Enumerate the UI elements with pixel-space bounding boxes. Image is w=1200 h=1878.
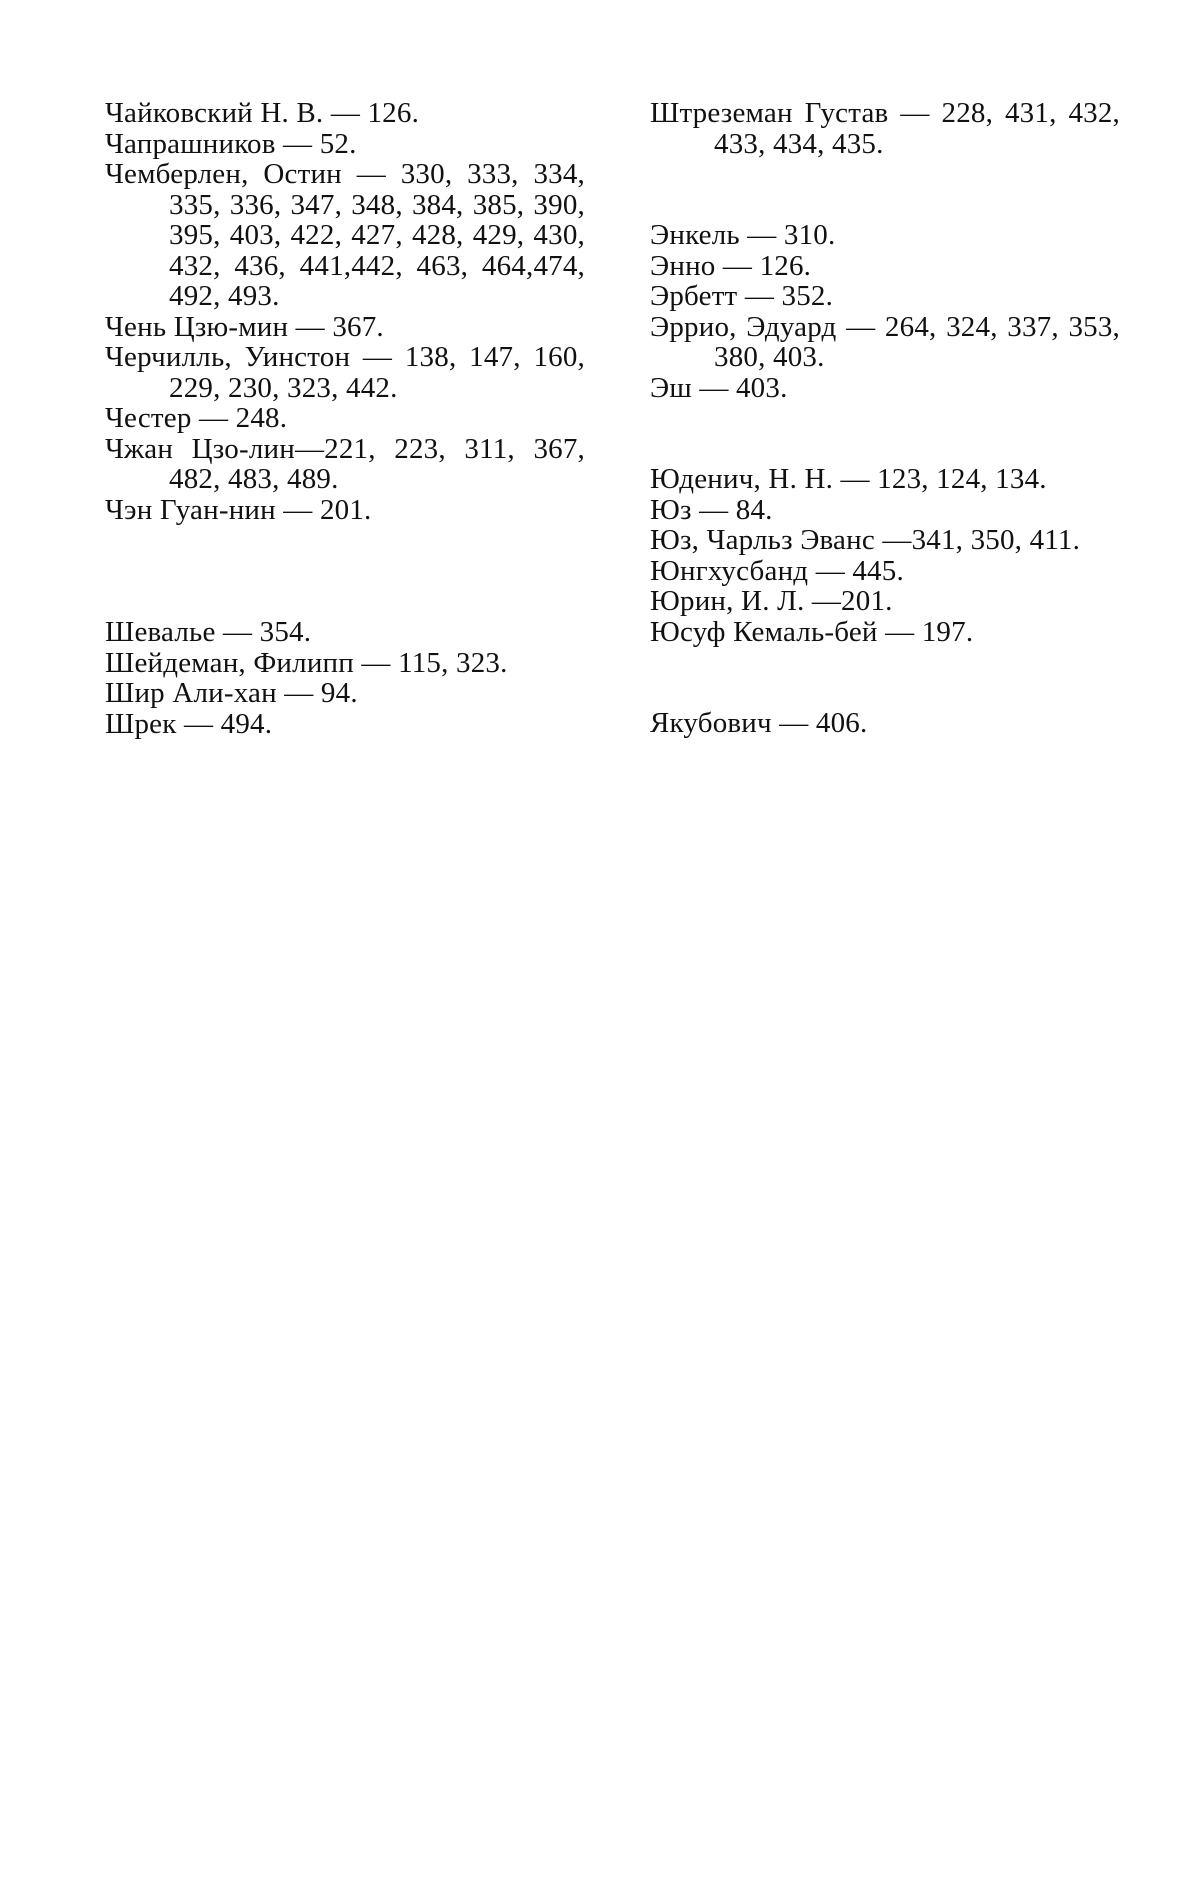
index-entry: Чапрашников — 52. [105,127,357,160]
index-entry: Штреземан Густав — 228, 431, 432, 433, 434, 435. [650,97,1120,160]
index-entry: Якубович — 406. [650,707,868,739]
index-right-column [650,98,1120,739]
section-gap [650,159,1120,220]
index-entry: Юрин, И. Л. —201. [650,585,893,617]
index-entry: Эш — 403. [650,371,788,404]
index-entry: Чайковский Н. В. — 126. [105,97,420,129]
index-entry: Честер — 248. [105,402,288,434]
section-gap [650,403,1120,464]
index-entry: Чэн Гуан-нин — 201. [105,493,372,526]
section-gap [105,525,585,617]
index-entry: Шрек — 494. [105,707,273,740]
section-gap [650,647,1120,708]
index-entry: Шевалье — 354. [105,616,312,648]
index-entry: Чжан Цзо-лин—221, 223, 311, 367, 482, 483, 489. [105,432,585,495]
index-entry: Черчилль, Уинстон — 138, 147, 160, 229, 230, 323, 442. [105,341,585,404]
index-entry: Шир Али-хан — 94. [105,677,358,709]
index-entry: Юденич, Н. Н. — 123, 124, 134. [650,463,1047,495]
index-entry: Юнгхусбанд — 445. [650,554,904,587]
index-entry: Юсуф Кемаль-бей — 197. [650,615,974,648]
index-left-column [105,98,585,739]
index-entry: Шейдеман, Филипп — 115, 323. [105,646,508,679]
index-entry: Энкель — 310. [650,219,836,251]
index-entry: Юз — 84. [650,493,773,526]
index-entry: Эрбетт — 352. [650,280,834,312]
index-entry: Чень Цзю-мин — 367. [105,310,384,343]
index-entry: Чемберлен, Остин — 330, 333, 334, 335, 336, 347, 348, 384, 385, 390, 395, 403, 422, 427, 428, 429, 430, 432, 436, 441,442, 463, 464,474, 492, 493. [105,158,585,312]
index-entry: Юз, Чарльз Эванс —341, 350, 411. [650,524,1081,556]
index-entry: Энно — 126. [650,249,812,282]
index-entry: Эррио, Эдуард — 264, 324, 337, 353, 380, 403. [650,310,1120,373]
